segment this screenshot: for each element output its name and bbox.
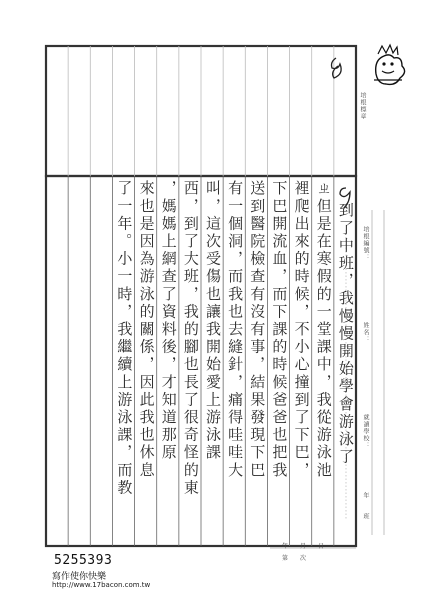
essay-column: 裡爬出來的時候，不小心撞到了下巴， xyxy=(292,180,311,480)
id-field-label: 培根編號： xyxy=(362,226,369,261)
essay-column: ㄓ但是在寒假的一堂課中，我從游泳池 xyxy=(314,180,333,480)
essay-column: 下巴開流血，而下課的時候爸爸也把我 xyxy=(270,180,289,480)
essay-column: 西，到了大班，我的腳也長了很奇怪的東 xyxy=(181,180,200,497)
handwriting-mark xyxy=(332,58,342,78)
essay-column: 叫，這次受傷也讓我開始愛上游泳課 xyxy=(204,180,222,462)
serial-number: 5255393 xyxy=(54,553,113,568)
stamp-label: 培根標章 xyxy=(359,92,366,120)
essay-column: 有一個洞，而我也去縫針，痛得哇哇大 xyxy=(226,180,245,480)
name-field-label: 姓名： xyxy=(362,322,369,343)
brand-slogan: 寫作使你快樂 xyxy=(52,572,107,582)
essay-first-column: 到了中班，我慢慢開始學會游泳了 xyxy=(336,202,355,466)
essay-column: 送到醫院檢查有沒有事，結果發現下巴 xyxy=(248,180,267,480)
school-field-label: 就讀學校： xyxy=(362,414,369,449)
brand-url: http://www.17bacon.com.tw xyxy=(52,581,151,589)
grade-field-label: 年 班 xyxy=(362,492,369,520)
essay-column: ，媽媽上網查了資料後，才知道那原 xyxy=(159,180,178,462)
date-labels: 年 月 日 xyxy=(282,543,325,550)
bacon-mascot-logo xyxy=(374,45,405,84)
essay-column: 了一年。小一時，我繼續上游泳課，而教 xyxy=(115,180,134,497)
essay-column: 來也是因為游泳的關係，因此我也休息 xyxy=(137,180,156,480)
page-label: 第 次 xyxy=(282,555,307,562)
